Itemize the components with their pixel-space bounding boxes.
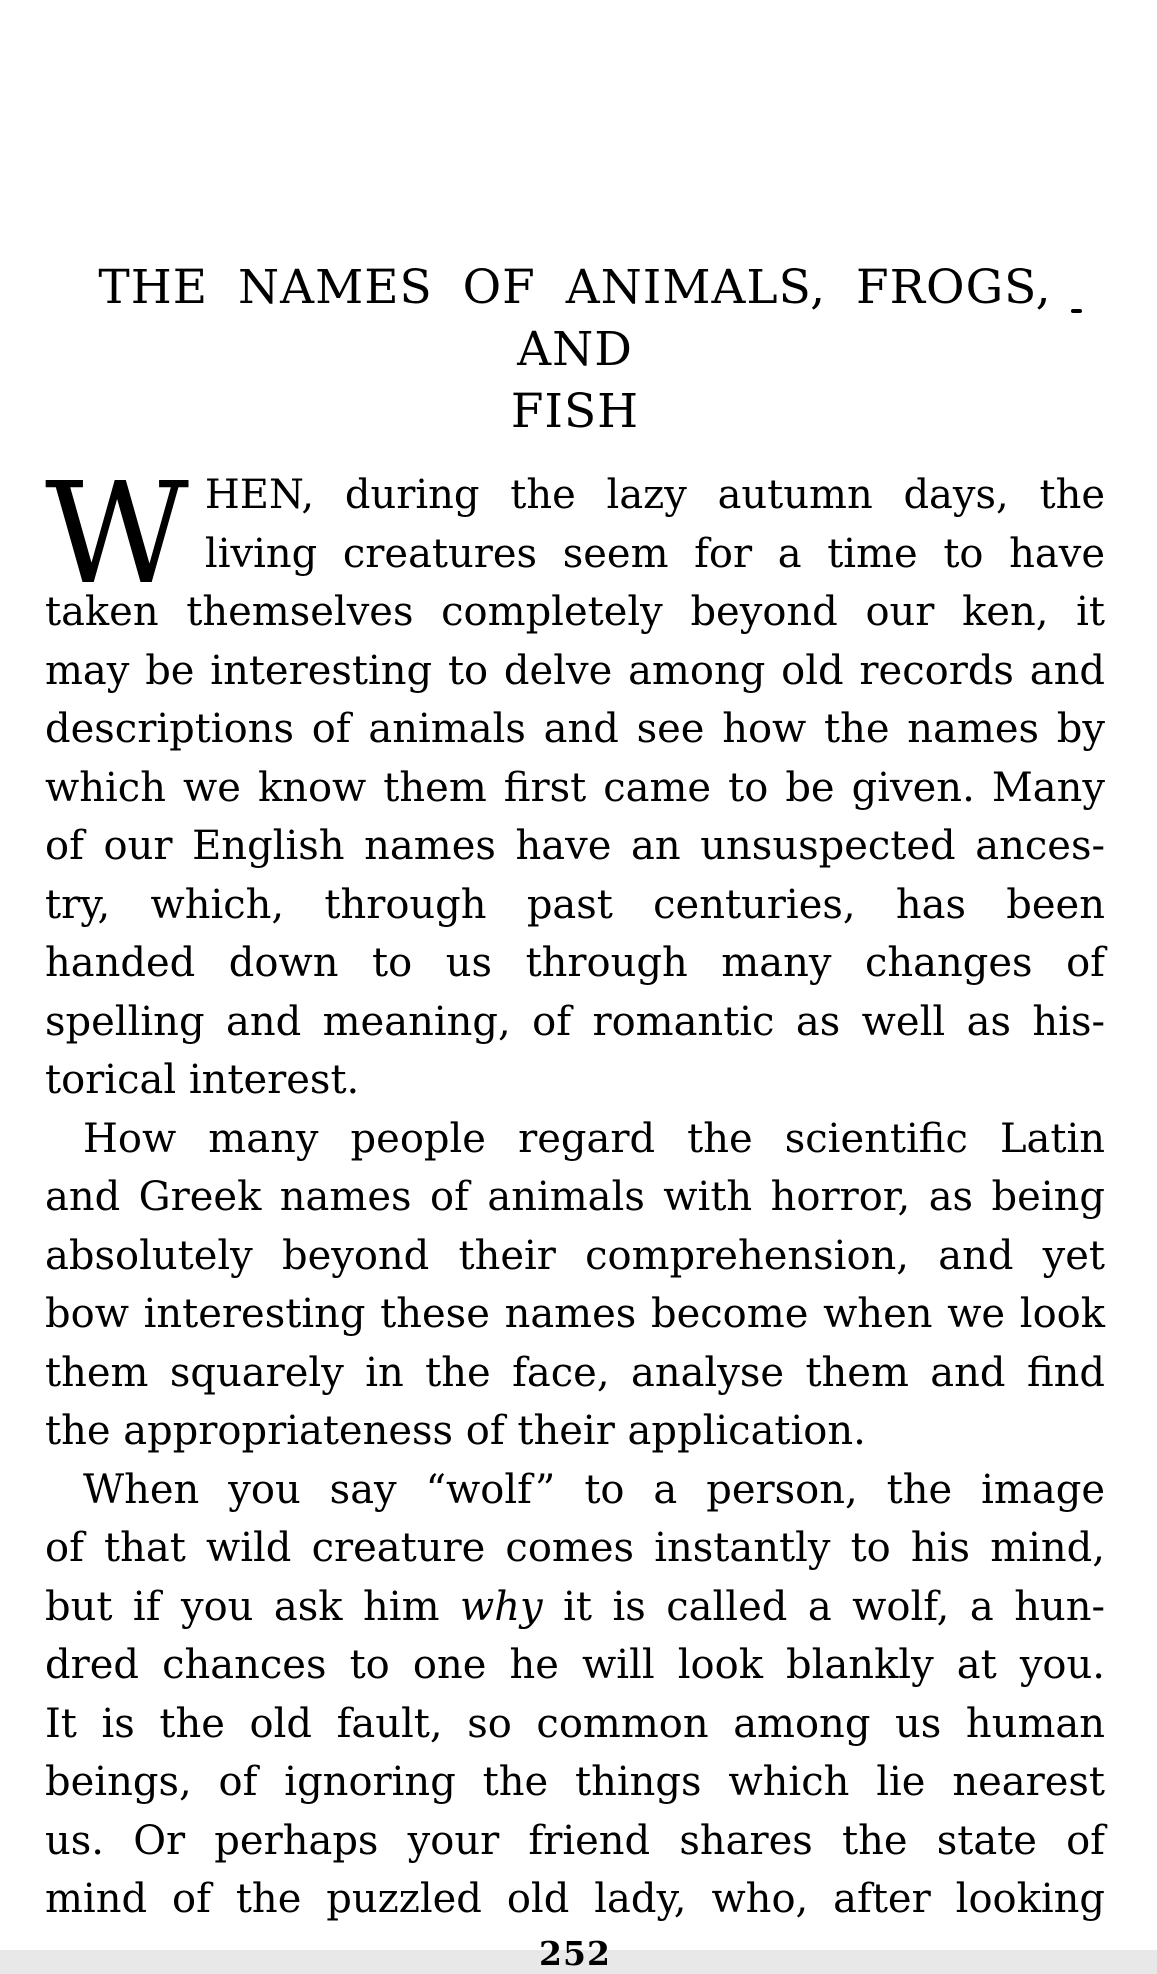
text-line	[45, 1578, 1105, 1637]
page-number: 252	[539, 1933, 611, 1973]
text-line: handed down to us through many changes of	[45, 940, 1105, 986]
text-line: absolutely beyond their comprehension, and yet	[45, 1232, 1105, 1279]
text-line: try, which, through past centuries, has been	[45, 881, 1105, 928]
ink-speck	[1071, 309, 1082, 313]
text-line: It is the old fault, so common among us human	[45, 1700, 1105, 1747]
text-line: dred chances to one he will look blankly at you.	[45, 1642, 1105, 1688]
text-line: torical interest.	[45, 1057, 360, 1103]
text-line: taken themselves completely beyond our ken, it	[45, 589, 1105, 635]
text-line: them squarely in the face, analyse them and find	[45, 1349, 1105, 1396]
text-line: which we know them first came to be given. Many	[45, 764, 1105, 811]
text-line: spelling and meaning, of romantic as well as his-	[45, 998, 1105, 1045]
text-line: descriptions of animals and see how the names by	[45, 706, 1105, 752]
chapter-title-line-2: FISH	[510, 384, 640, 439]
chapter-title	[45, 257, 1105, 443]
text-line: and Greek names of animals with horror, as being	[45, 1174, 1105, 1220]
chapter-title-line-1: THE NAMES OF ANIMALS, FROGS, AND	[98, 260, 1052, 377]
text-line: bow interesting these names become when we look	[45, 1291, 1105, 1337]
text-line: of our English names have an unsuspected ances-	[45, 823, 1105, 869]
text-line: living creatures seem for a time to have	[204, 530, 1105, 577]
text-line: of that wild creature comes instantly to his mind,	[45, 1525, 1105, 1571]
text-line: us. Or perhaps your friend shares the state of	[45, 1817, 1105, 1864]
text-line: When you say “wolf” to a person, the image	[83, 1466, 1105, 1513]
text-line: beings, of ignoring the things which lie nearest	[45, 1759, 1105, 1805]
body-text	[45, 453, 1105, 1929]
text-line: may be interesting to delve among old records and	[45, 647, 1105, 694]
italic-word: why	[460, 1583, 543, 1630]
text-segment: it is called a wolf, a hun-	[542, 1583, 1105, 1630]
text-line: HEN, during the lazy autumn days, the	[204, 472, 1105, 518]
text-line: the appropriateness of their application.	[45, 1408, 866, 1454]
text-segment: but if you ask him	[45, 1583, 460, 1630]
text-line: mind of the puzzled old lady, who, after looking	[45, 1876, 1105, 1922]
drop-cap: W	[45, 453, 189, 616]
text-line: How many people regard the scientific Latin	[83, 1115, 1105, 1162]
